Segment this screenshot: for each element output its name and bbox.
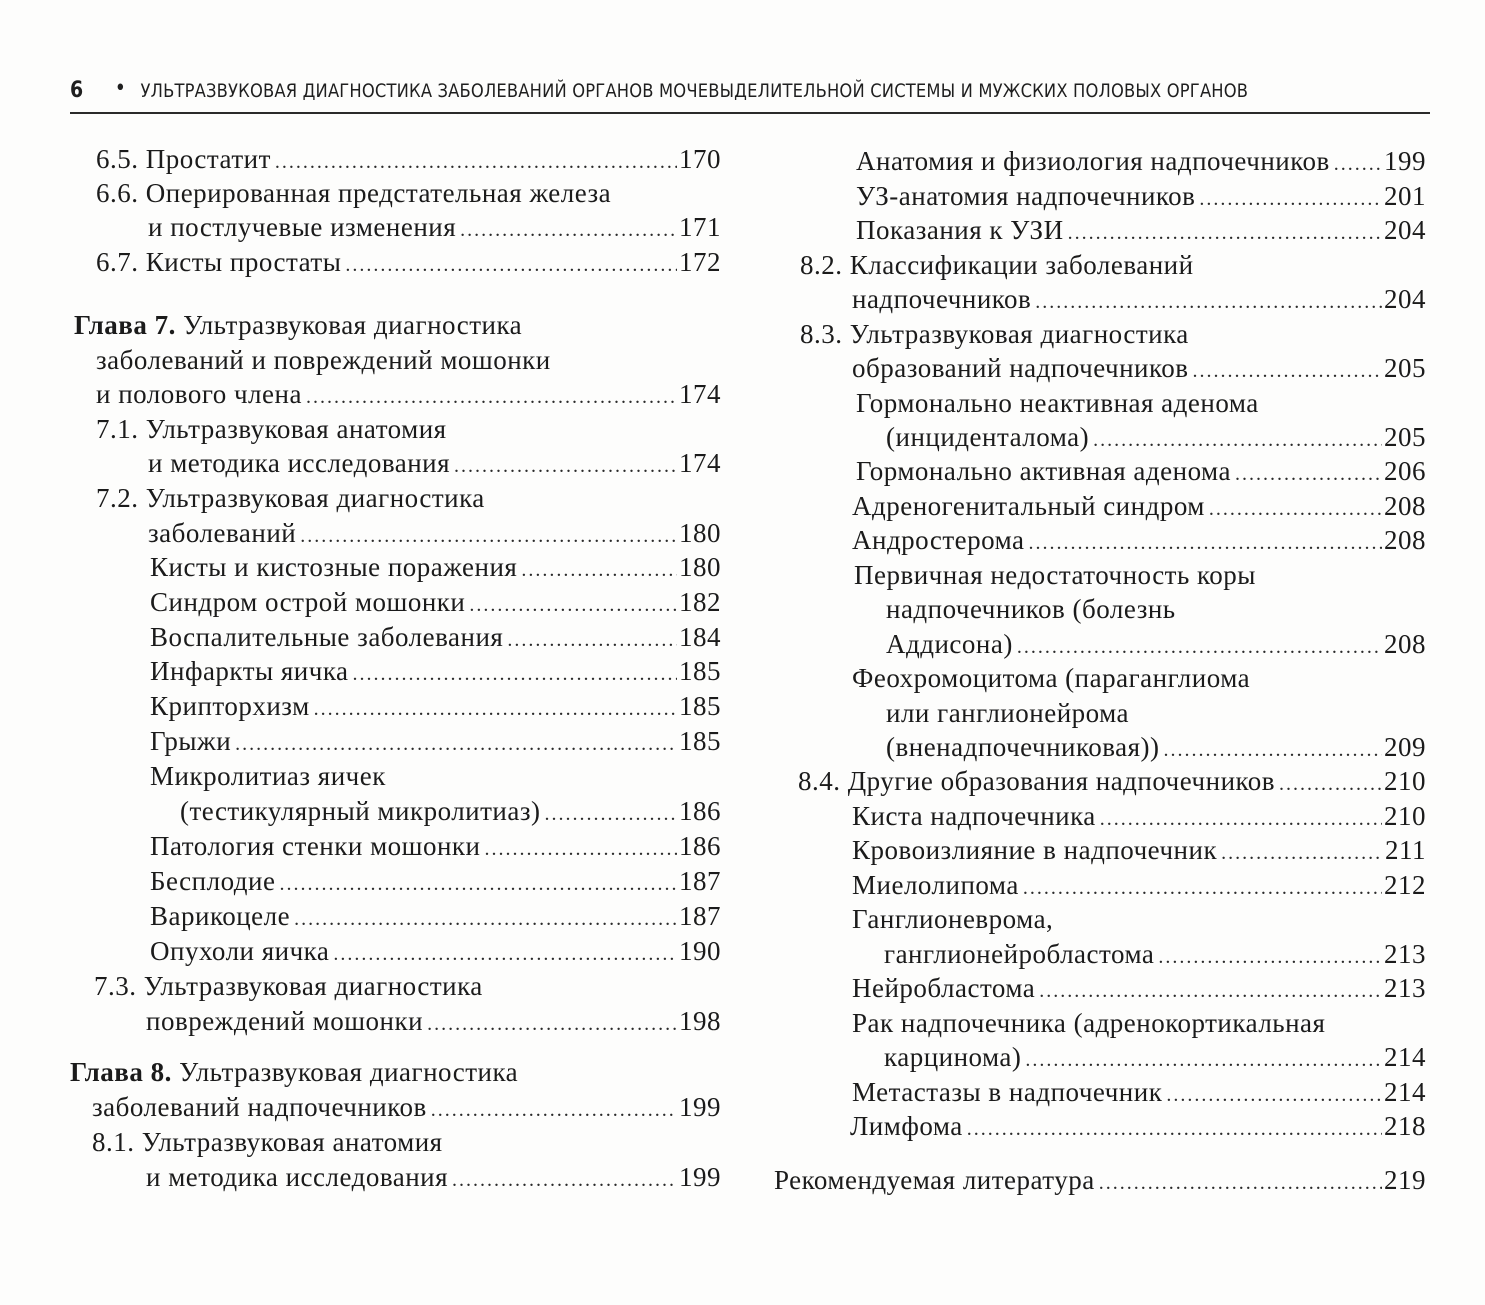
chapter-label: Глава 7. [74, 310, 176, 340]
dot-leader [279, 867, 677, 898]
toc-entry-title: заболеваний надпочечников [92, 1092, 427, 1122]
toc-references-entry[interactable] [774, 1163, 1426, 1197]
dot-leader [1166, 1078, 1382, 1109]
toc-entry[interactable] [96, 412, 447, 446]
toc-subentry[interactable] [150, 864, 721, 898]
toc-subentry[interactable] [850, 1109, 1426, 1143]
toc-entry-page: 204 [1384, 215, 1426, 245]
toc-entry-page: 214 [1384, 1042, 1426, 1072]
toc-entry[interactable] [96, 481, 485, 515]
dot-leader [1209, 492, 1382, 523]
toc-subentry[interactable] [150, 550, 721, 584]
toc-entry-page: 185 [679, 656, 721, 686]
toc-entry-title: Опухоли яичка [150, 936, 330, 966]
toc-entry-continuation[interactable] [886, 627, 1426, 661]
toc-subentry[interactable] [852, 833, 1426, 867]
toc-subentry[interactable] [856, 386, 1259, 420]
toc-subentry[interactable] [856, 144, 1426, 178]
toc-entry-page: 182 [679, 587, 721, 617]
toc-entry-continuation[interactable] [852, 282, 1426, 316]
dot-leader [454, 449, 677, 480]
toc-subentry[interactable] [852, 489, 1426, 523]
toc-entry-page: 210 [1384, 766, 1426, 796]
toc-entry-title: Кисты и кистозные поражения [150, 552, 518, 582]
toc-entry-page: 213 [1384, 939, 1426, 969]
toc-entry-page: 201 [1384, 181, 1426, 211]
dot-leader [484, 832, 677, 863]
toc-entry-continuation[interactable] [852, 351, 1426, 385]
dot-leader [1035, 285, 1382, 316]
toc-entry-page: 186 [679, 831, 721, 861]
toc-entry-title: Первичная недостаточность коры [854, 560, 1256, 590]
toc-subentry[interactable] [852, 1075, 1426, 1109]
toc-subentry[interactable] [852, 902, 1053, 936]
toc-entry[interactable] [92, 1125, 443, 1159]
toc-entry-page: 180 [679, 552, 721, 582]
toc-entry-title: Адреногенитальный синдром [852, 491, 1205, 521]
toc-entry-page: 199 [1384, 146, 1426, 176]
toc-entry-continuation [886, 696, 1129, 730]
dot-leader [235, 727, 677, 758]
toc-entry-page: 180 [679, 518, 721, 548]
toc-entry-title: Микролитиаз яичек [150, 761, 386, 791]
toc-entry-title: Анатомия и физиология надпочечников [856, 146, 1330, 176]
toc-entry-title: Оперированная предстательная железа [145, 178, 612, 208]
toc-entry-title: Аддисона) [886, 629, 1013, 659]
toc-entry[interactable] [96, 245, 721, 279]
running-header [70, 72, 1249, 112]
toc-entry-page: 208 [1384, 491, 1426, 521]
toc-entry-page: 172 [679, 247, 721, 277]
toc-entry-title: Миелолипома [852, 870, 1019, 900]
toc-entry-page: 199 [679, 1092, 721, 1122]
dot-leader [1100, 802, 1382, 833]
dot-leader [1093, 423, 1382, 454]
toc-entry-number: 8.2. [800, 250, 843, 280]
toc-entry-title: (вненадпочечниковая)) [886, 732, 1160, 762]
dot-leader [1334, 147, 1382, 178]
dot-leader [345, 248, 677, 279]
dot-leader [1068, 216, 1382, 247]
toc-entry-continuation[interactable] [96, 377, 721, 411]
toc-entry-continuation [96, 343, 551, 377]
toc-entry-title: ганглионейробластома [884, 939, 1155, 969]
dot-leader [545, 797, 677, 828]
toc-entry-page: 190 [679, 936, 721, 966]
toc-entry-page: 185 [679, 726, 721, 756]
toc-entry-page: 174 [679, 448, 721, 478]
dot-leader [1039, 974, 1382, 1005]
toc-entry-title: Ультразвуковая диагностика [143, 971, 483, 1001]
toc-entry-title: Ганглионеврома, [852, 904, 1054, 934]
toc-entry-page: 219 [1384, 1165, 1426, 1195]
toc-entry-title: Андростерома [852, 525, 1025, 555]
toc-entry-page: 206 [1384, 456, 1426, 486]
toc-subentry[interactable] [852, 868, 1426, 902]
toc-entry-continuation[interactable] [884, 937, 1426, 971]
toc-subentry[interactable] [150, 899, 721, 933]
toc-subentry[interactable] [150, 689, 721, 723]
toc-subentry[interactable] [856, 454, 1426, 488]
toc-entry-number: 7.2. [96, 483, 139, 513]
toc-entry-title: надпочечников (болезнь [886, 594, 1176, 624]
dot-leader [1235, 457, 1382, 488]
dot-leader [1279, 767, 1382, 798]
toc-subentry[interactable] [852, 661, 1250, 695]
dot-leader [967, 1112, 1382, 1143]
toc-entry-number: 8.4. [798, 766, 841, 796]
toc-subentry[interactable] [856, 213, 1426, 247]
toc-entry-title: Гормонально неактивная аденома [856, 388, 1259, 418]
dot-leader [300, 519, 677, 550]
toc-entry-title: (тестикулярный микролитиаз) [180, 796, 541, 826]
toc-entry-page: 209 [1384, 732, 1426, 762]
toc-entry-title: УЗ-анатомия надпочечников [856, 181, 1196, 211]
toc-entry-page: 171 [679, 212, 721, 242]
toc-entry-page: 214 [1384, 1077, 1426, 1107]
toc-entry[interactable] [800, 248, 1194, 282]
toc-entry-continuation[interactable] [886, 730, 1426, 764]
toc-entry-number: 7.3. [94, 971, 137, 1001]
toc-entry[interactable] [798, 764, 1426, 798]
toc-entry-page: 205 [1384, 353, 1426, 383]
toc-entry-title: Крипторхизм [150, 691, 310, 721]
toc-subentry[interactable] [852, 1006, 1325, 1040]
toc-entry-title: Варикоцеле [150, 901, 291, 931]
dot-leader [314, 692, 677, 723]
toc-entry-title: заболеваний [148, 518, 297, 548]
toc-chapter[interactable] [74, 308, 522, 342]
toc-entry-title: Классификации заболеваний [849, 250, 1194, 280]
dot-leader [1193, 354, 1383, 385]
toc-subentry[interactable] [856, 179, 1426, 213]
running-title: УЛЬТРАЗВУКОВАЯ ДИАГНОСТИКА ЗАБОЛЕВАНИЙ ОРГАНОВ МОЧЕВЫДЕЛИТЕЛЬНОЙ СИСТЕМЫ И МУЖСКИХ ПОЛОВЫХ ОРГАНОВ [140, 80, 1249, 102]
dot-leader [507, 623, 677, 654]
toc-entry-title: образований надпочечников [852, 353, 1189, 383]
toc-entry-title: Ультразвуковая анатомия [145, 414, 447, 444]
toc-entry-page: 218 [1384, 1111, 1426, 1141]
toc-entry-continuation[interactable] [148, 516, 721, 550]
toc-entry-title: и полового члена [96, 379, 302, 409]
dot-leader [275, 145, 677, 176]
toc-entry-title: и методика исследования [148, 448, 451, 478]
toc-entry-title: Метастазы в надпочечник [852, 1077, 1163, 1107]
toc-entry-title: Ультразвуковая диагностика [849, 319, 1189, 349]
toc-subentry[interactable] [150, 585, 721, 619]
toc-entry-page: 198 [679, 1006, 721, 1036]
toc-entry-title: Феохромоцитома (параганглиома [852, 663, 1251, 693]
toc-entry-continuation[interactable] [884, 1040, 1426, 1074]
dot-leader [1221, 836, 1383, 867]
toc-subentry[interactable] [150, 620, 721, 654]
toc-entry-page: 211 [1385, 835, 1426, 865]
toc-entry-title: Другие образования надпочечников [847, 766, 1276, 796]
toc-entry-page: 208 [1384, 525, 1426, 555]
toc-entry-title: Бесплодие [150, 866, 276, 896]
toc-subentry[interactable] [852, 799, 1426, 833]
toc-subentry[interactable] [854, 558, 1256, 592]
header-bullet: • [114, 76, 127, 101]
toc-entry-continuation [886, 592, 1176, 626]
dot-leader [353, 657, 677, 688]
header-divider [70, 112, 1430, 114]
dot-leader [333, 937, 677, 968]
toc-entry-title: Воспалительные заболевания [150, 622, 504, 652]
toc-entry-page: 212 [1384, 870, 1426, 900]
toc-entry-title: Ультразвуковая анатомия [141, 1127, 443, 1157]
toc-entry-number: 6.6. [96, 178, 139, 208]
toc-entry-title: Ультразвуковая диагностика [145, 483, 485, 513]
toc-entry-continuation[interactable] [92, 1090, 721, 1124]
toc-entry-title: или ганглионейрома [886, 698, 1130, 728]
page-number: 6 [70, 78, 84, 103]
toc-entry-title: Синдром острой мошонки [150, 587, 466, 617]
toc-subentry[interactable] [150, 654, 721, 688]
toc-entry[interactable] [94, 969, 483, 1003]
dot-leader [1023, 871, 1382, 902]
toc-entry-page: 185 [679, 691, 721, 721]
toc-entry-page: 170 [679, 144, 721, 174]
toc-entry-title: надпочечников [852, 284, 1032, 314]
toc-entry-number: 6.5. [96, 144, 139, 174]
toc-entry-title: Грыжи [150, 726, 232, 756]
toc-entry-title: и постлучевые изменения [148, 212, 457, 242]
dot-leader [469, 588, 677, 619]
toc-entry-continuation[interactable] [886, 420, 1426, 454]
toc-entry-title: Лимфома [850, 1111, 963, 1141]
toc-chapter[interactable] [70, 1055, 518, 1089]
toc-entry-continuation[interactable] [146, 1160, 721, 1194]
toc-entry[interactable] [96, 176, 611, 210]
toc-entry-title: Гормонально активная аденома [856, 456, 1231, 486]
toc-entry-continuation[interactable] [180, 794, 721, 828]
toc-entry-page: 208 [1384, 629, 1426, 659]
toc-subentry[interactable] [852, 971, 1426, 1005]
dot-leader [294, 902, 677, 933]
toc-subentry[interactable] [150, 724, 721, 758]
toc-entry-title: Патология стенки мошонки [150, 831, 481, 861]
toc-entry-page: 187 [679, 901, 721, 931]
dot-leader [1164, 733, 1383, 764]
toc-entry-page: 213 [1384, 973, 1426, 1003]
chapter-label: Глава 8. [70, 1057, 172, 1087]
toc-entry-title: Кисты простаты [145, 247, 342, 277]
toc-subentry[interactable] [852, 523, 1426, 557]
dot-leader [521, 553, 677, 584]
toc-entry-title: Кровоизлияние в надпочечник [852, 835, 1218, 865]
toc-entry-page: 186 [679, 796, 721, 826]
dot-leader [1025, 1043, 1382, 1074]
toc-entry-number: 6.7. [96, 247, 139, 277]
toc-entry-title: Киста надпочечника [852, 801, 1096, 831]
toc-entry-title: Ультразвуковая диагностика [183, 310, 523, 340]
toc-entry-continuation[interactable] [148, 210, 721, 244]
toc-subentry[interactable] [150, 829, 721, 863]
toc-entry-title: Рекомендуемая литература [774, 1165, 1095, 1195]
toc-entry-title: (инциденталома) [886, 422, 1090, 452]
toc-entry-title: Инфаркты яичка [150, 656, 349, 686]
toc-entry-title: повреждений мошонки [146, 1006, 424, 1036]
toc-entry-title: и методика исследования [146, 1162, 449, 1192]
dot-leader [1029, 526, 1383, 557]
dot-leader [452, 1163, 677, 1194]
dot-leader [431, 1093, 677, 1124]
toc-entry-page: 184 [679, 622, 721, 652]
toc-entry-number: 7.1. [96, 414, 139, 444]
toc-entry-title: карцинома) [884, 1042, 1022, 1072]
toc-entry-page: 205 [1384, 422, 1426, 452]
toc-entry-page: 199 [679, 1162, 721, 1192]
toc-entry-continuation[interactable] [148, 446, 721, 480]
toc-entry-continuation[interactable] [146, 1004, 721, 1038]
toc-entry-title: Рак надпочечника (адренокортикальная [852, 1008, 1326, 1038]
toc-entry[interactable] [800, 317, 1189, 351]
toc-entry-title: заболеваний и повреждений мошонки [96, 345, 551, 375]
toc-entry-title: Простатит [145, 144, 271, 174]
toc-entry-page: 204 [1384, 284, 1426, 314]
toc-entry-page: 174 [679, 379, 721, 409]
dot-leader [1199, 182, 1382, 213]
toc-entry-number: 8.1. [92, 1127, 135, 1157]
toc-entry-title: Нейробластома [852, 973, 1036, 1003]
dot-leader [306, 380, 677, 411]
toc-subentry[interactable] [150, 759, 386, 793]
dot-leader [1158, 940, 1382, 971]
dot-leader [1017, 630, 1382, 661]
toc-entry-page: 187 [679, 866, 721, 896]
toc-entry-number: 8.3. [800, 319, 843, 349]
toc-entry-title: Показания к УЗИ [856, 215, 1064, 245]
toc-entry[interactable] [96, 142, 721, 176]
toc-entry-page: 210 [1384, 801, 1426, 831]
dot-leader [427, 1007, 677, 1038]
toc-subentry[interactable] [150, 934, 721, 968]
dot-leader [460, 213, 677, 244]
toc-entry-title: Ультразвуковая диагностика [179, 1057, 519, 1087]
dot-leader [1099, 1166, 1382, 1197]
